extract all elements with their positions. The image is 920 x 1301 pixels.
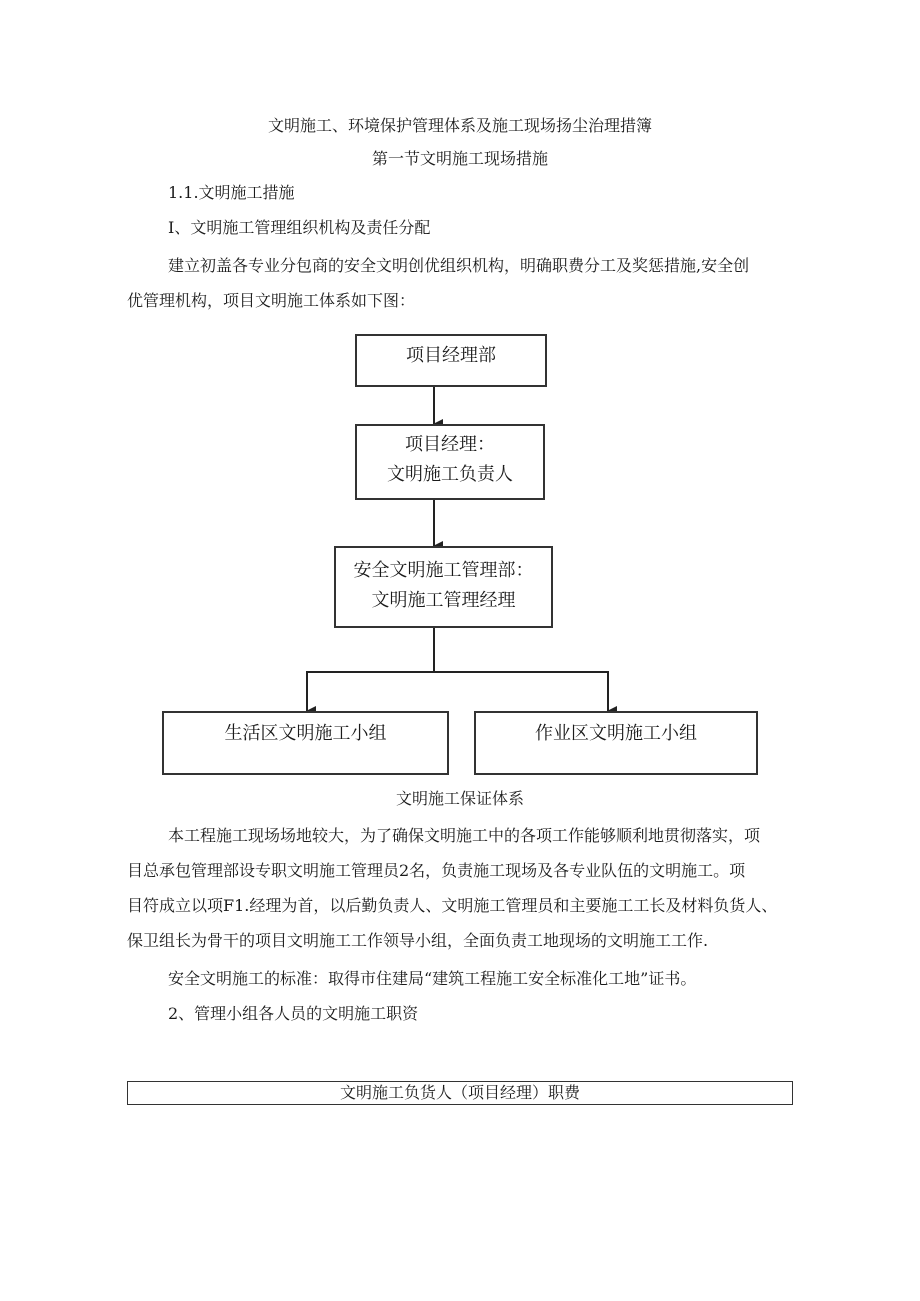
section-title: 第一节文明施工现场措施 bbox=[371, 149, 548, 168]
para2-line2: 目总承包管理部设专职文明施工管理员2名，负责施工现场及各专业队伍的文明施工。项 bbox=[127, 861, 746, 880]
org-box-living-area-team-label: 生活区文明施工小组 bbox=[224, 723, 387, 744]
org-box-work-area-team-label: 作业区文明施工小组 bbox=[535, 723, 697, 744]
table-header-row bbox=[127, 1081, 793, 1105]
para1-line2: 优管理机构，项目文明施工体系如下图： bbox=[127, 291, 416, 310]
org-box-safety-department-line2: 文明施工管理经理 bbox=[371, 590, 516, 611]
para3: 安全文明施工的标准：取得市住建局“建筑工程施工安全标准化工地”证书。 bbox=[168, 969, 697, 988]
org-box-work-area-team bbox=[474, 711, 758, 775]
org-box-project-manager-line2: 文明施工负责人 bbox=[387, 464, 513, 485]
table-header-cell: 文明施工负货人（项目经理）职费 bbox=[339, 1083, 580, 1102]
org-box-safety-department-line1: 安全文明施工管理部： bbox=[353, 560, 534, 581]
org-box-project-department bbox=[355, 334, 547, 387]
para2-line4: 保卫组长为骨干的项目文明施工工作领导小组，全面负责工地现场的文明施工工作. bbox=[127, 931, 709, 950]
subsection-title: 1.1.文明施工措施 bbox=[168, 183, 295, 202]
para1-line1: 建立初盖各专业分包商的安全文明创优组织机构，明确职费分工及奖惩措施,安全创 bbox=[168, 256, 750, 275]
chart-caption: 文明施工保证体系 bbox=[395, 789, 524, 808]
document-title: 文明施工、环境保护管理体系及施工现场扬尘治理措簿 bbox=[267, 116, 652, 135]
org-box-safety-department bbox=[334, 546, 553, 628]
org-box-project-manager-line1: 项目经理： bbox=[405, 434, 495, 455]
para2-line3: 目符成立以项F1.经理为首，以后勤负责人、文明施工管理员和主要施工工长及材料负货人、 bbox=[127, 896, 778, 915]
para2-line1: 本工程施工现场场地较大，为了确保文明施工中的各项工作能够顺利地贯彻落实，项 bbox=[168, 826, 761, 845]
org-box-project-department-label: 项目经理部 bbox=[406, 345, 496, 366]
item2-heading: 2、管理小组各人员的文明施工职资 bbox=[168, 1004, 419, 1023]
org-box-project-manager bbox=[355, 424, 545, 500]
item1-heading: I、文明施工管理组织机构及责任分配 bbox=[168, 218, 431, 237]
org-box-living-area-team bbox=[162, 711, 449, 775]
